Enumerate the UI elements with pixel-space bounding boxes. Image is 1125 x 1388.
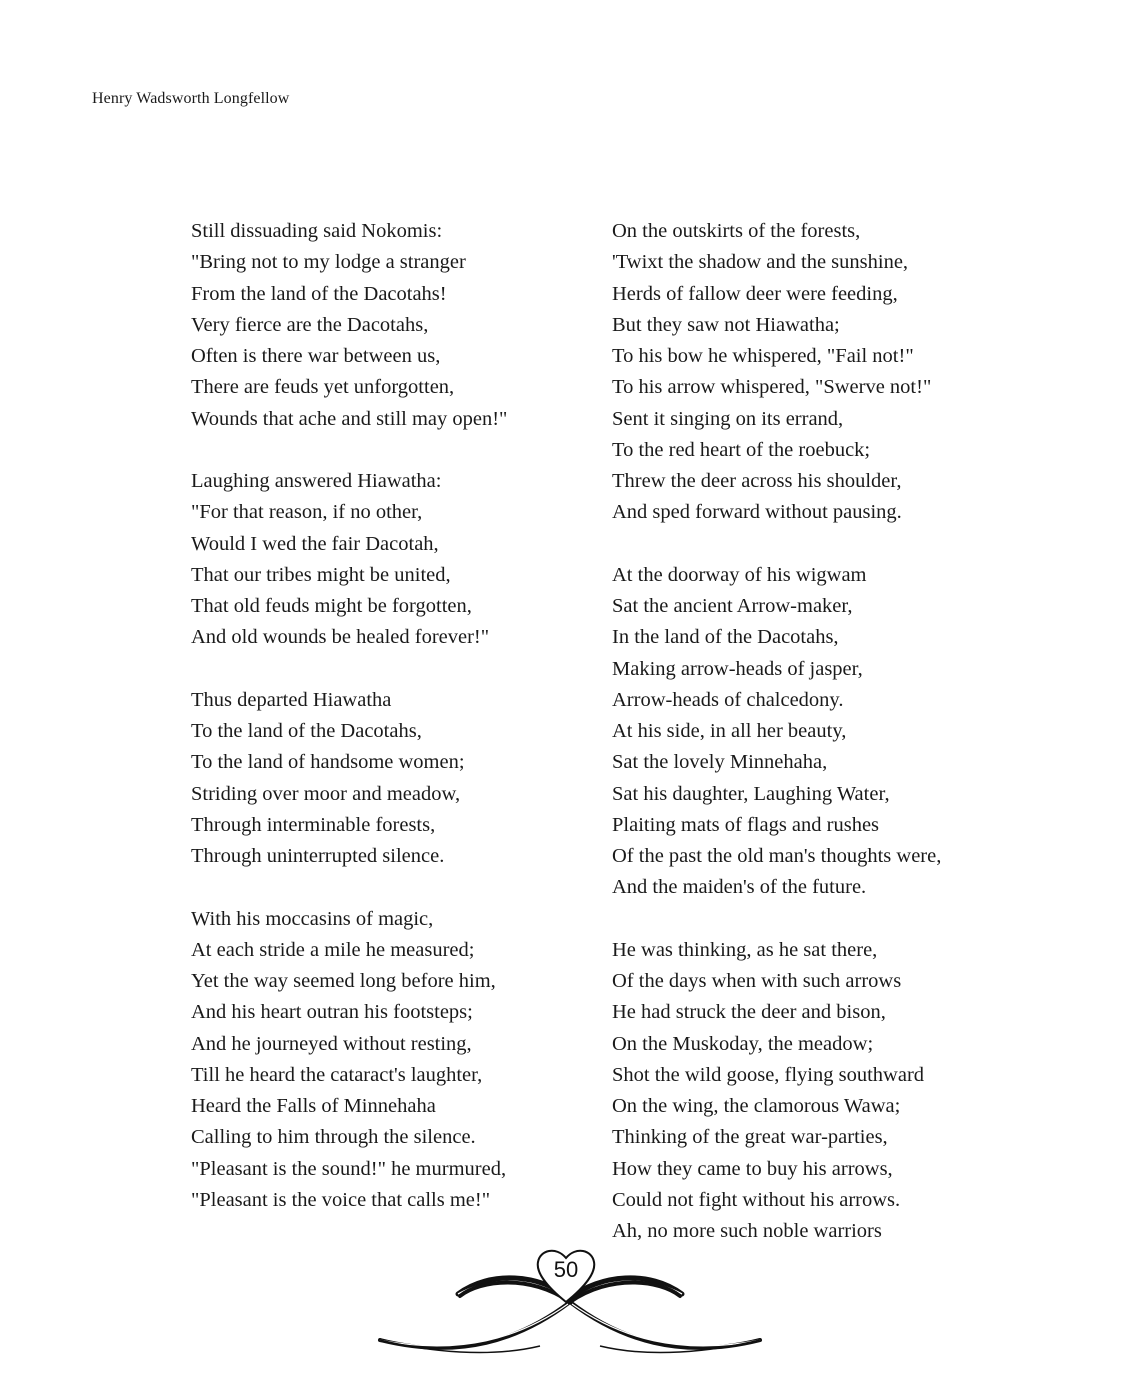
poem-column-left xyxy=(191,216,591,1216)
verse-line: With his moccasins of magic, xyxy=(191,907,434,930)
verse-line: Often is there war between us, xyxy=(191,345,441,367)
verse-line: Ah, no more such noble warriors xyxy=(612,1220,882,1242)
verse-line: Calling to him through the silence. xyxy=(191,1126,476,1149)
verse-line: In the land of the Dacotahs, xyxy=(612,626,839,649)
verse-line: Plaiting mats of flags and rushes xyxy=(612,813,880,836)
verse-line: He was thinking, as he sat there, xyxy=(612,938,878,961)
verse-line: Yet the way seemed long before him, xyxy=(191,970,496,992)
verse-line: Could not fight without his arrows. xyxy=(612,1188,901,1211)
verse-line: That old feuds might be forgotten, xyxy=(191,595,472,617)
verse-line: And old wounds be healed forever!" xyxy=(191,626,490,649)
stanza xyxy=(191,685,591,873)
stanza xyxy=(191,904,591,1217)
verse-line: Herds of fallow deer were feeding, xyxy=(612,282,898,305)
verse-line: Laughing answered Hiawatha: xyxy=(191,470,442,492)
verse-line: Sat the lovely Minnehaha, xyxy=(612,751,828,774)
stanza xyxy=(191,216,591,435)
verse-line: Thus departed Hiawatha xyxy=(191,688,392,711)
verse-line: Sat his daughter, Laughing Water, xyxy=(612,782,890,805)
verse-line: "Pleasant is the voice that calls me!" xyxy=(191,1188,491,1211)
verse-line: Striding over moor and meadow, xyxy=(191,782,461,805)
running-head-author: Henry Wadsworth Longfellow xyxy=(92,90,290,107)
poem-column-right xyxy=(612,216,1032,1247)
verse-line: "For that reason, if no other, xyxy=(191,501,423,524)
verse-line: Shot the wild goose, flying southward xyxy=(612,1063,925,1086)
verse-line: To the red heart of the roebuck; xyxy=(612,438,871,461)
verse-line: He had struck the deer and bison, xyxy=(612,1001,886,1024)
verse-line: Making arrow-heads of jasper, xyxy=(612,657,863,680)
verse-line: At each stride a mile he measured; xyxy=(191,938,475,961)
verse-line: Sent it singing on its errand, xyxy=(612,407,844,430)
verse-line: "Bring not to my lodge a stranger xyxy=(191,251,466,274)
verse-line: To the land of handsome women; xyxy=(191,751,465,774)
stanza xyxy=(612,560,1032,904)
verse-line: Wounds that ache and still may open!" xyxy=(191,407,508,430)
verse-line: Sat the ancient Arrow-maker, xyxy=(612,595,853,617)
verse-line: To his arrow whispered, "Swerve not!" xyxy=(612,376,932,399)
verse-line: Arrow-heads of chalcedony. xyxy=(612,688,844,711)
verse-line: Till he heard the cataract's laughter, xyxy=(191,1063,483,1086)
verse-line: On the wing, the clamorous Wawa; xyxy=(612,1095,901,1117)
page-number: 50 xyxy=(553,1257,579,1282)
verse-line: Through uninterrupted silence. xyxy=(191,845,445,867)
verse-line: At the doorway of his wigwam xyxy=(612,563,867,586)
verse-line: Very fierce are the Dacotahs, xyxy=(191,313,429,336)
verse-line: Heard the Falls of Minnehaha xyxy=(191,1095,436,1117)
stanza xyxy=(191,466,591,654)
verse-line: Of the days when with such arrows xyxy=(612,970,902,992)
verse-line: Still dissuading said Nokomis: xyxy=(191,220,443,242)
verse-line: And he journeyed without resting, xyxy=(191,1032,472,1055)
verse-line: Through interminable forests, xyxy=(191,813,436,836)
verse-line: From the land of the Dacotahs! xyxy=(191,282,447,305)
stanza xyxy=(612,216,1032,529)
verse-line: And the maiden's of the future. xyxy=(612,876,867,899)
verse-line: 'Twixt the shadow and the sunshine, xyxy=(612,251,909,274)
verse-line: Threw the deer across his shoulder, xyxy=(612,470,902,492)
verse-line: On the Muskoday, the meadow; xyxy=(612,1032,874,1055)
verse-line: Would I wed the fair Dacotah, xyxy=(191,532,439,555)
verse-line: There are feuds yet unforgotten, xyxy=(191,376,455,399)
verse-line: To his bow he whispered, "Fail not!" xyxy=(612,345,914,367)
verse-line: And his heart outran his footsteps; xyxy=(191,1001,473,1024)
verse-line: That our tribes might be united, xyxy=(191,563,451,586)
verse-line: On the outskirts of the forests, xyxy=(612,220,861,242)
verse-line: Of the past the old man's thoughts were, xyxy=(612,845,942,867)
verse-line: Thinking of the great war-parties, xyxy=(612,1126,888,1149)
verse-line: But they saw not Hiawatha; xyxy=(612,313,840,336)
stanza xyxy=(612,935,1032,1248)
verse-line: How they came to buy his arrows, xyxy=(612,1157,893,1180)
verse-line: And sped forward without pausing. xyxy=(612,501,902,524)
verse-line: "Pleasant is the sound!" he murmured, xyxy=(191,1157,507,1180)
verse-line: To the land of the Dacotahs, xyxy=(191,720,422,742)
verse-line: At his side, in all her beauty, xyxy=(612,720,847,742)
